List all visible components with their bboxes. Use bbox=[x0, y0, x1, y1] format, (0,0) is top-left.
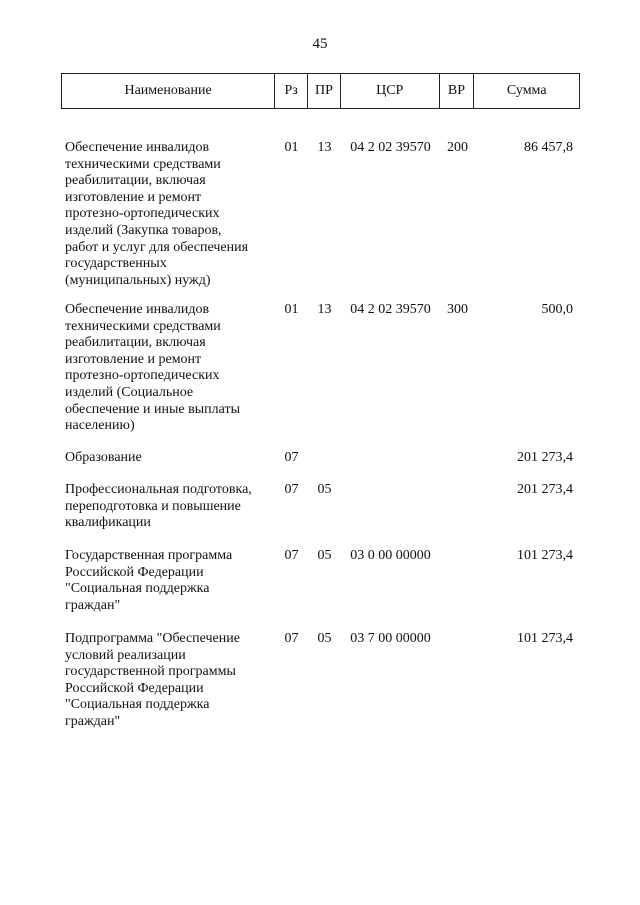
row-csr: 04 2 02 39570 bbox=[350, 302, 431, 317]
header-vr: ВР bbox=[440, 74, 475, 108]
row-vr: 200 bbox=[447, 140, 468, 155]
row-rz: 01 bbox=[284, 302, 299, 317]
row-sum: 86 457,8 bbox=[524, 140, 573, 155]
header-rz: Рз bbox=[275, 74, 308, 108]
table-header bbox=[61, 73, 580, 109]
row-name: Подпрограмма "Обеспечение условий реализации государственной программы Российской Федерации "Социальная поддержка граждан" bbox=[65, 631, 240, 729]
header-csr: ЦСР bbox=[341, 74, 440, 108]
row-pr: 05 bbox=[317, 482, 332, 497]
header-sum: Сумма bbox=[506, 83, 547, 98]
row-name: Обеспечение инвалидов техническими средствами реабилитации, включая изготовление и ремонт протезно-ортопедических изделий (Закупка товаров, работ и услуг для обеспечения государственных (муниципальных) нужд) bbox=[65, 140, 249, 288]
row-rz: 07 bbox=[284, 631, 299, 646]
row-sum: 101 273,4 bbox=[517, 548, 573, 563]
header-pr: ПР bbox=[308, 74, 341, 108]
page-number: 45 bbox=[312, 36, 328, 52]
row-rz: 01 bbox=[284, 140, 299, 155]
row-pr: 13 bbox=[317, 140, 332, 155]
row-pr: 13 bbox=[317, 302, 332, 317]
row-pr: 05 bbox=[317, 548, 332, 563]
row-csr: 03 7 00 00000 bbox=[350, 631, 431, 646]
row-pr: 05 bbox=[317, 631, 332, 646]
row-name: Профессиональная подготовка, переподготовка и повышение квалификации bbox=[65, 482, 252, 531]
row-sum: 500,0 bbox=[541, 302, 573, 317]
row-name: Образование bbox=[65, 450, 142, 465]
row-sum: 201 273,4 bbox=[517, 450, 573, 465]
row-name: Обеспечение инвалидов техническими средствами реабилитации, включая изготовление и ремонт протезно-ортопедических изделий (Социальное обеспечение и иные выплаты населению) bbox=[65, 302, 240, 434]
row-vr: 300 bbox=[447, 302, 468, 317]
row-csr: 03 0 00 00000 bbox=[350, 548, 431, 563]
header-name: Наименование bbox=[62, 74, 275, 108]
row-rz: 07 bbox=[284, 450, 299, 465]
row-sum: 101 273,4 bbox=[517, 631, 573, 646]
row-rz: 07 bbox=[284, 482, 299, 497]
row-csr: 04 2 02 39570 bbox=[350, 140, 431, 155]
row-rz: 07 bbox=[284, 548, 299, 563]
row-name: Государственная программа Российской Федерации "Социальная поддержка граждан" bbox=[65, 548, 233, 613]
row-sum: 201 273,4 bbox=[517, 482, 573, 497]
